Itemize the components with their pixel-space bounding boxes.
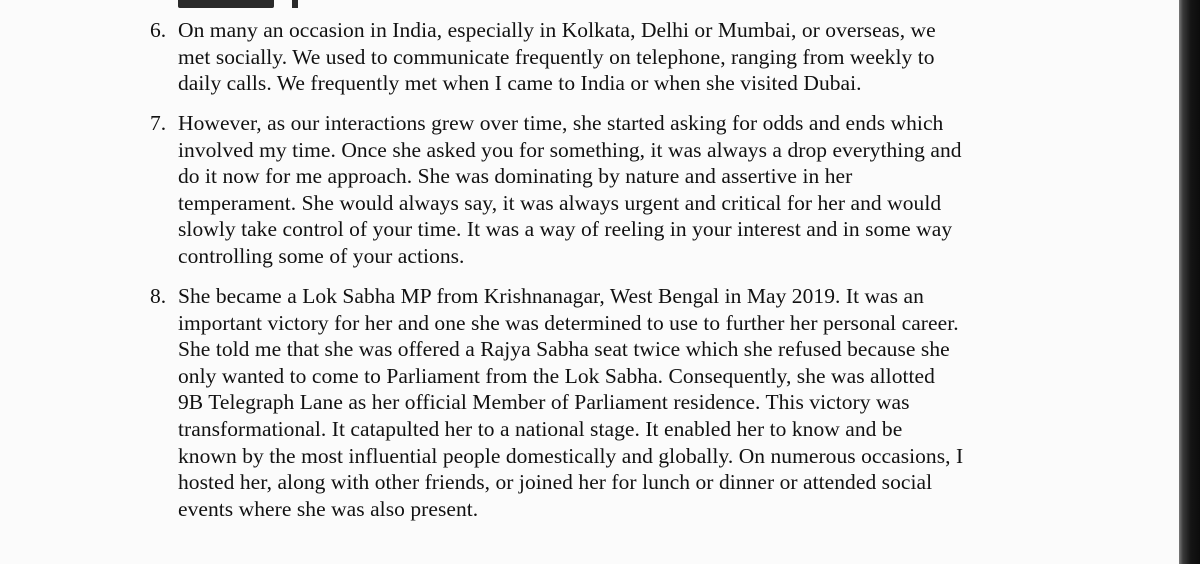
paragraph-number: 8.: [150, 284, 167, 308]
paragraph-line: known by the most influential people domestically and globally. On numerous occasions, I: [178, 443, 964, 468]
paragraph-line: slowly take control of your time. It was a way of reeling in your interest and in some way: [178, 217, 953, 242]
paragraph-line: involved my time. Once she asked you for something, it was always a drop everything and: [178, 137, 962, 162]
paragraph-line: events where she was also present.: [178, 496, 479, 521]
page-edge-shadow: [1179, 0, 1200, 564]
paragraph-number: 6.: [150, 18, 167, 42]
paragraph-line: important victory for her and one she was determined to use to further her personal career.: [178, 310, 959, 335]
paragraph-number: 7.: [150, 111, 167, 135]
clipped-previous-line: [178, 0, 298, 14]
paragraph-line: do it now for me approach. She was dominating by nature and assertive in her: [178, 164, 853, 189]
paragraph-line: controlling some of your actions.: [178, 244, 465, 268]
clipped-text-fragment: [178, 0, 274, 8]
paragraph-line: hosted her, along with other friends, or joined her for lunch or dinner or attended social: [178, 470, 933, 495]
paragraph-line: She told me that she was offered a Rajya Sabha seat twice which she refused because she: [178, 337, 950, 362]
paragraph-line: only wanted to come to Parliament from the Lok Sabha. Consequently, she was allotted: [178, 363, 935, 388]
paragraph-line: On many an occasion in India, especially in Kolkata, Delhi or Mumbai, or overseas, we: [178, 18, 936, 42]
paragraph-line: met socially. We used to communicate frequently on telephone, ranging from weekly to: [178, 44, 935, 69]
paragraph-line: 9B Telegraph Lane as her official Member of Parliament residence. This victory was: [178, 390, 910, 415]
paragraph-line: transformational. It catapulted her to a national stage. It enabled her to know and be: [178, 417, 903, 441]
paragraph-line: temperament. She would always say, it was always urgent and critical for her and would: [178, 190, 942, 215]
paragraph-line: She became a Lok Sabha MP from Krishnanagar, West Bengal in May 2019. It was an: [178, 284, 924, 308]
clipped-text-fragment: [292, 0, 298, 8]
paragraph-line: daily calls. We frequently met when I came to India or when she visited Dubai.: [178, 71, 862, 96]
paragraph-line: However, as our interactions grew over time, she started asking for odds and ends which: [178, 111, 944, 135]
